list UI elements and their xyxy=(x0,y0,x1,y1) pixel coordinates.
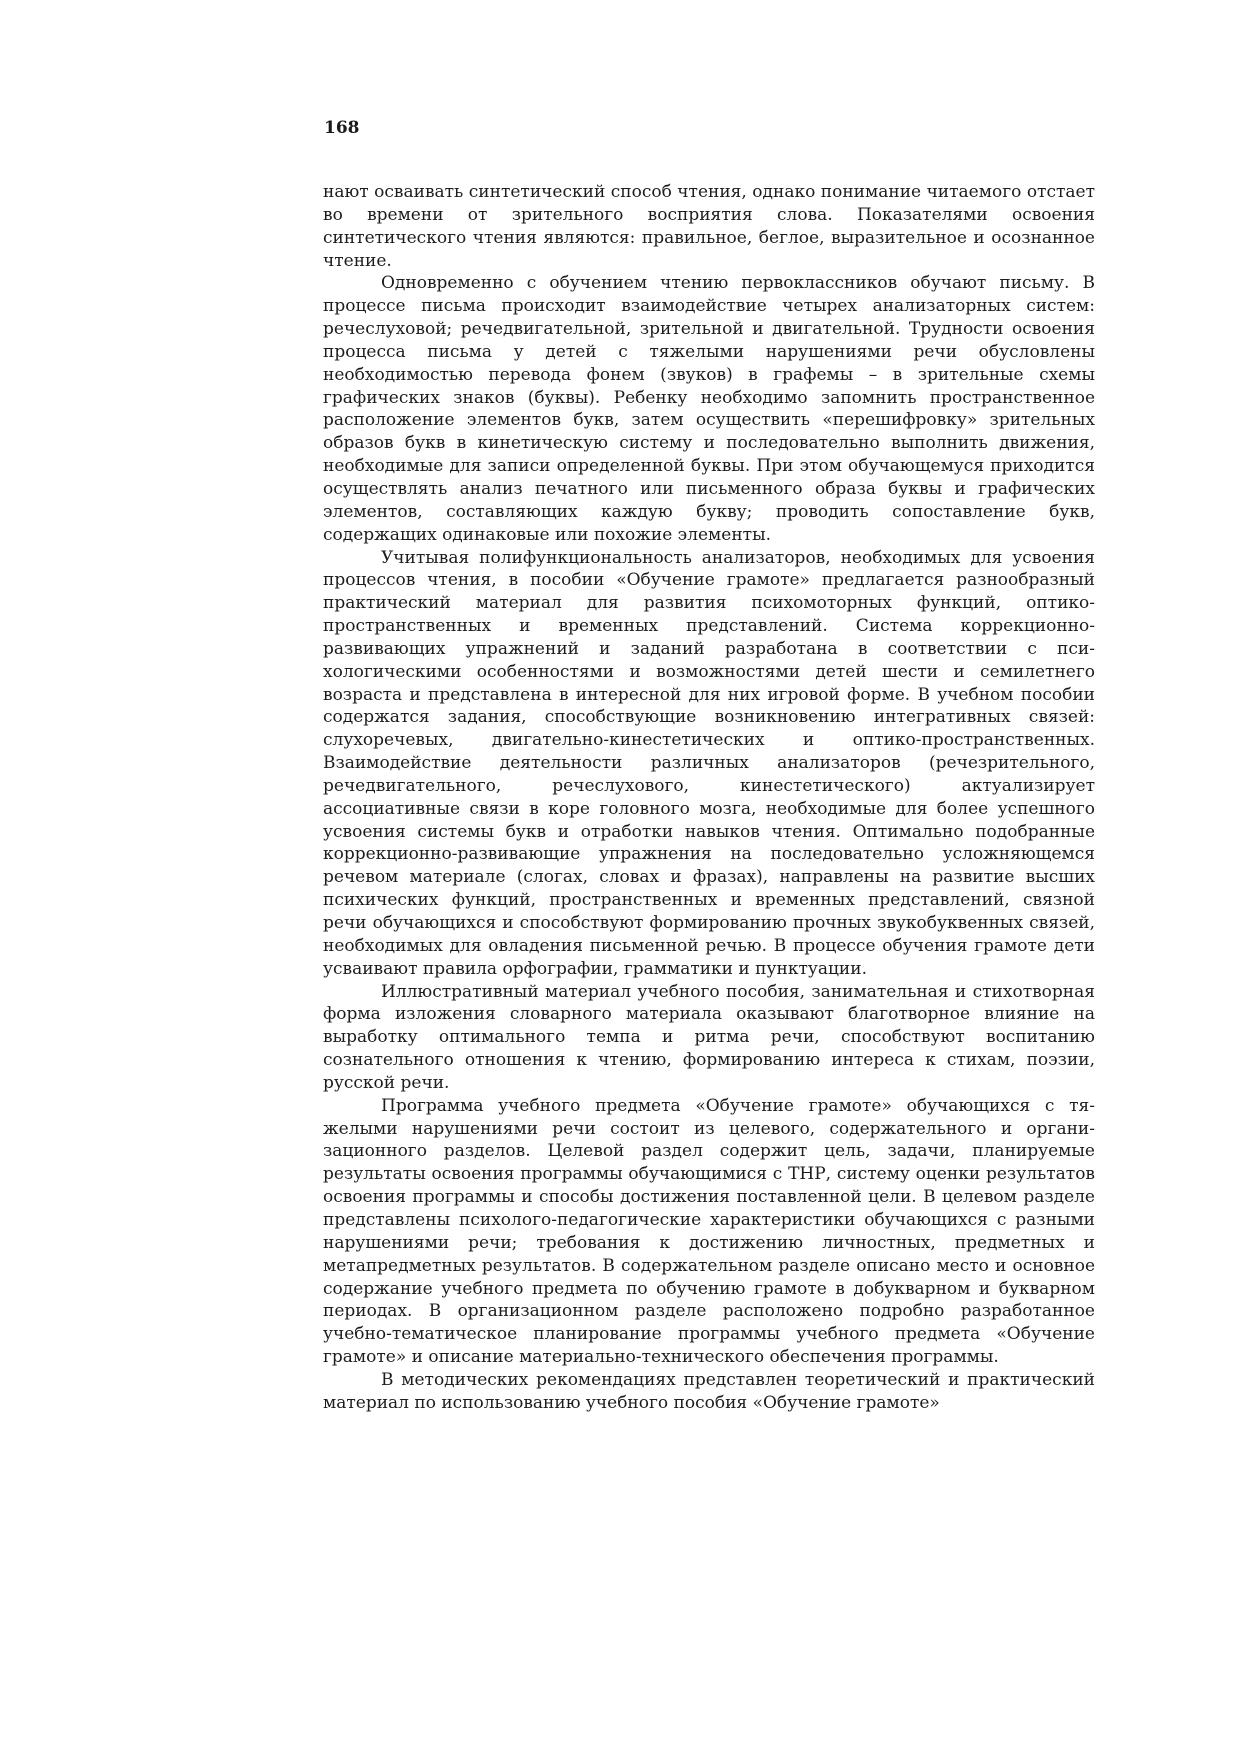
paragraph-1: нают осваивать синтетический способ чтения, однако понимание читаемого отстает во времени от зрительного восприятия слова. Показателями освоения синтетического чтения являются: правильное, беглое, выразительное и осознанное чтение. xyxy=(323,182,1095,271)
paragraph-5: Программа учебного предмета «Обучение грамоте» обучающихся с тяжелыми нарушениями речи состоит из целевого, содержательного и организационного разделов. Целевой раздел содержит цель, задачи, планируемые результаты освоения программы обучающимися с ТНР, систему оценки результатов освоения программы и способы достижения поставленной цели. В целевом разделе представлены психолого-педагогические характеристики обучающихся с разными нарушениями речи; требования к достижению личностных, предметных и метапредметных результатов. В содержательном разделе описано место и основное содержание учебного предмета по обучению грамоте в добукварном и букварном периодах. В организационном разделе расположено подробно разработанное учебно-тематическое планирование программы учебного предмета «Обучение грамоте» и описание материально-технического обеспечения программы. xyxy=(323,1095,1095,1368)
paragraph-4: Иллюстративный материал учебного пособия, занимательная и стихотворная форма изложения словарного материала оказывают благотворное влияние на выработку оптимального темпа и ритма речи, способствуют воспитанию сознательного отношения к чтению, формированию интереса к стихам, поэзии, русской речи. xyxy=(323,981,1095,1093)
body-text xyxy=(323,181,1095,1415)
paragraph-2: Одновременно с обучением чтению первоклассников обучают письму. В процессе письма происходит взаимодействие четырех анализаторных систем: речеслуховой; речедвигательной, зрительной и двигательной. Трудности освоения процесса письма у детей с тяжелыми нарушениями речи обусловлены необходимостью перевода фонем (звуков) в графемы – в зрительные схемы графических знаков (буквы). Ребенку необходимо запомнить пространственное расположение элементов букв, затем осуществить «перешифровку» зрительных образов букв в кинетическую систему и последовательно выполнить движения, необходимые для записи определенной буквы. При этом обучающемуся приходится осуществлять анализ печатного или письменного образа буквы и графических элементов, составляющих каждую букву; проводить сопоставление букв, содержащих одинаковые или похожие элементы. xyxy=(323,273,1095,545)
page-number: 168 xyxy=(324,118,360,138)
paragraph-6: В методических рекомендациях представлен теоретический и практический материал по использованию учебного пособия «Обучение грамоте» xyxy=(323,1369,1095,1413)
paragraph-3: Учитывая полифункциональность анализаторов, необходимых для усвоения процессов чтения, в пособии «Обучение грамоте» предлагается разнообразный практический материал для развития психомоторных функций, оптико-пространственных и временных представлений. Система коррекционно-развивающих упражнений и заданий разработана в соответствии с психологическими особенностями и возможностями детей шести и семилетнего возраста и представлена в интересной для них игровой форме. В учебном пособии содержатся задания, способствующие возникновению интегративных связей: слухоречевых, двигательно-кинестетических и оптико-пространственных. Взаимодействие деятельности различных анализаторов (речезрительного, речедвигательного, речеслухового, кинестетического) актуализирует ассоциативные связи в коре головного мозга, необходимые для более успешного усвоения системы букв и отработки навыков чтения. Оптимально подобранные коррекционно-развивающие упражнения на последовательно усложняющемся речевом материале (слогах, словах и фразах), направлены на развитие высших психических функций, пространственных и временных представлений, связной речи обучающихся и способствуют формированию прочных звукобуквенных связей, необходимых для овладения письменной речью. В процессе обучения грамоте дети усваивают правила орфографии, грамматики и пунктуации. xyxy=(323,547,1095,979)
